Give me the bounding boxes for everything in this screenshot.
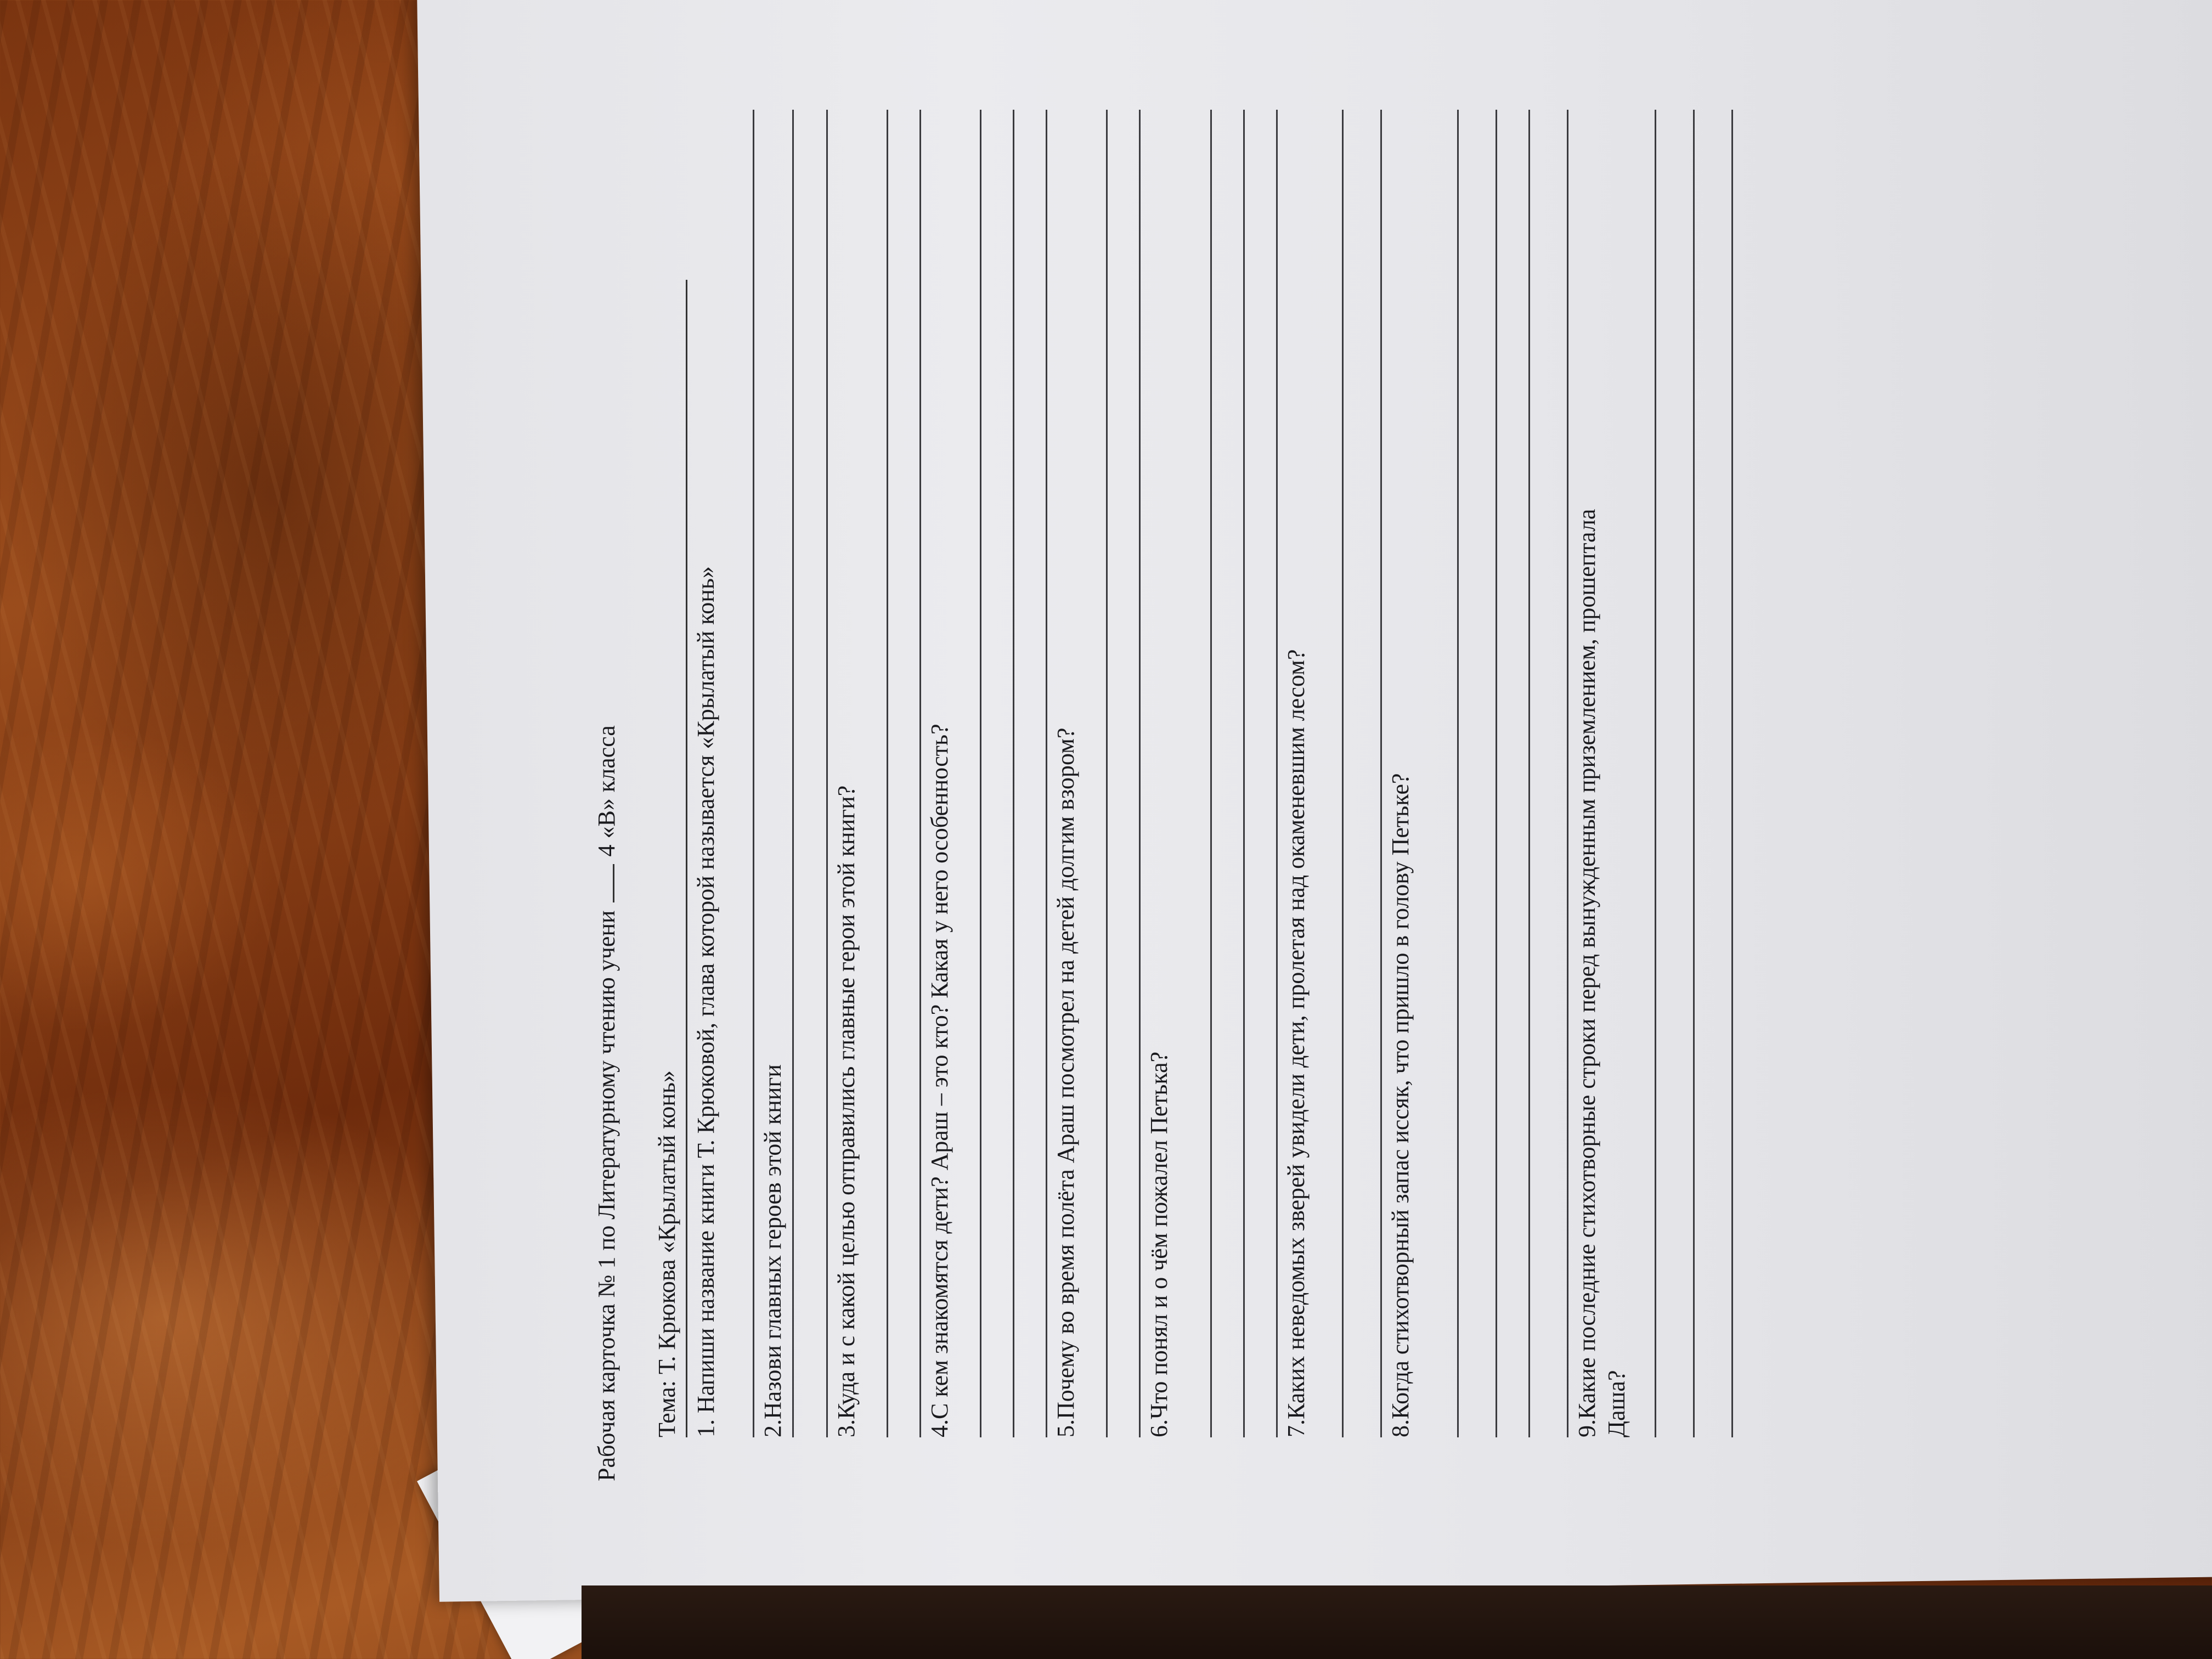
- question-2: 2.Назови главных героев этой книги: [759, 1064, 786, 1437]
- answer-line[interactable]: [1243, 110, 1245, 1437]
- question-3: 3.Куда и с какой целью отправились главные герои этой книги?: [833, 785, 860, 1437]
- question-7: 7.Каких неведомых зверей увидели дети, пролетая над окаменевшим лесом?: [1283, 649, 1310, 1437]
- worksheet-title: [592, 165, 625, 1481]
- answer-line[interactable]: [1046, 110, 1047, 1437]
- title-left: Рабочая карточка № 1 по Литературному чтению учени: [593, 910, 620, 1481]
- question-5: 5.Почему во время полёта Араш посмотрел на детей долгим взором?: [1052, 727, 1079, 1437]
- answer-line[interactable]: [919, 110, 921, 1437]
- question-4: 4.С кем знакомятся дети? Араш – это кто? Какая у него особенность?: [926, 724, 953, 1437]
- worksheet-topic: Тема: Т. Крюкова «Крылатый конь»: [653, 1070, 680, 1437]
- answer-line[interactable]: [826, 110, 828, 1437]
- answer-line[interactable]: [1528, 110, 1530, 1437]
- answer-line[interactable]: [1457, 110, 1459, 1437]
- answer-line[interactable]: [1731, 110, 1733, 1437]
- answer-line[interactable]: [1210, 110, 1212, 1437]
- answer-line[interactable]: [1380, 110, 1382, 1437]
- answer-line[interactable]: [1139, 110, 1141, 1437]
- answer-line[interactable]: [1693, 110, 1695, 1437]
- answer-line[interactable]: [887, 110, 888, 1437]
- answer-line[interactable]: [1013, 110, 1014, 1437]
- topic-underline: [686, 280, 687, 1437]
- question-6: 6.Что понял и о чём пожалел Петька?: [1146, 1051, 1172, 1437]
- answer-line[interactable]: [1496, 110, 1497, 1437]
- question-8: 8.Когда стихотворный запас иссяк, что пришло в голову Петьке?: [1387, 773, 1414, 1437]
- question-9-line-1: 9.Какие последние стихотворные строки перед вынужденным приземлением, прошептала: [1573, 509, 1600, 1437]
- question-9: [1572, 176, 1632, 1437]
- answer-line[interactable]: [1342, 110, 1344, 1437]
- question-9-line-2: Даша?: [1603, 1370, 1630, 1437]
- worksheet: [592, 165, 1953, 1481]
- answer-line[interactable]: [1567, 110, 1568, 1437]
- name-blank[interactable]: [613, 864, 614, 902]
- answer-line[interactable]: [1106, 110, 1108, 1437]
- question-1: 1. Напиши название книги Т. Крюковой, глава которой называется «Крылатый конь»: [692, 566, 719, 1437]
- answer-line[interactable]: [792, 110, 794, 1437]
- answer-line[interactable]: [980, 110, 981, 1437]
- answer-line[interactable]: [1276, 110, 1278, 1437]
- answer-line[interactable]: [753, 110, 754, 1437]
- dark-edge: [582, 1585, 2212, 1659]
- title-right: 4 «В» класса: [593, 725, 620, 857]
- answer-line[interactable]: [1655, 110, 1656, 1437]
